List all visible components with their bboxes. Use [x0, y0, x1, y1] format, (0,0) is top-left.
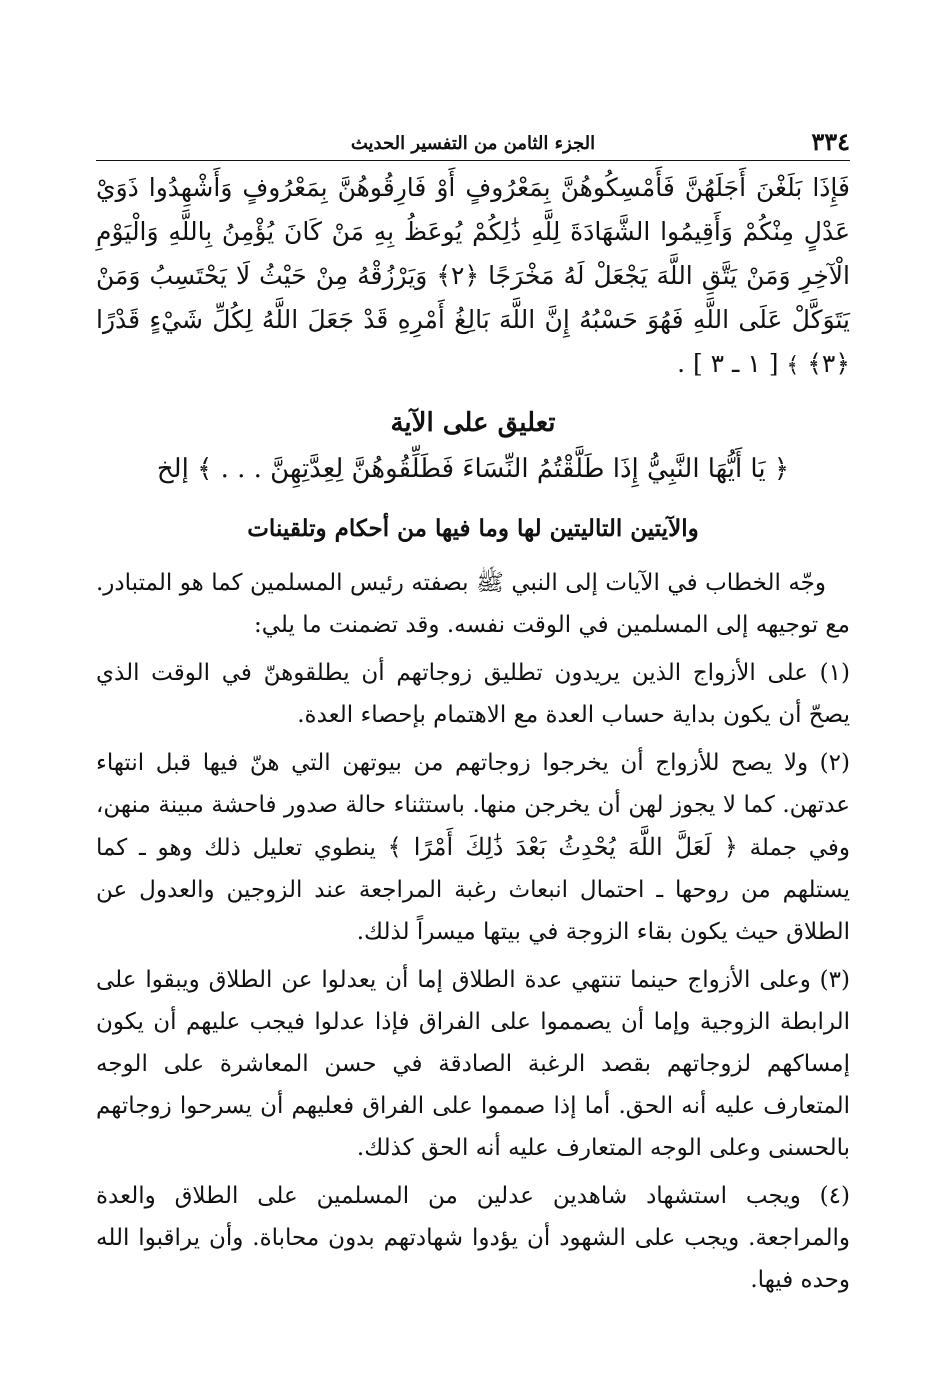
point-3-paragraph: (٣) وعلى الأزواج حينما تنتهي عدة الطلاق إما أن يعدلوا عن الطلاق ويبقوا على الرابطة الزوجية وإما أن يصمموا على الفراق فإذا عدلوا فيجب عليهم أن يكون إمساكهم لزوجاتهم بقصد الرغبة الصادقة في حسن المعاشرة على الوجه المتعارف عليه أنه الحق. أما إذا صمموا على الفراق فعليهم أن يسرحوا زوجاتهم بالحسنى وعلى الوجه المتعارف عليه أنه الحق كذلك.: [96, 967, 850, 1161]
section-subtitle: والآيتين التاليتين لها وما فيها من أحكام وتلقينات: [247, 515, 699, 542]
point-2-paragraph: [96, 742, 850, 953]
page-number: ٣٣٤: [811, 127, 850, 156]
point-4-paragraph: (٤) ويجب استشهاد شاهدين عدلين من المسلمين على الطلاق والعدة والمراجعة. ويجب على الشهود أن يؤدوا شهادتهم بدون محاباة. وأن يراقبوا الله وحده فيها.: [96, 1183, 850, 1293]
verse-quote-heading: ﴿ يَا أَيُّهَا النَّبِيُّ إِذَا طَلَّقْتُمُ النِّسَاءَ فَطَلِّقُوهُنَّ لِعِدَّتِهِنَّ . . . ﴾ إلخ: [156, 454, 790, 484]
point-1-paragraph: (١) على الأزواج الذين يريدون تطليق زوجاتهم أن يطلقوهنّ في الوقت الذي يصحّ أن يكون بداية حساب العدة مع الاهتمام بإحصاء العدة.: [96, 660, 850, 728]
closing-bracket: ﴾: [786, 353, 800, 378]
point-2-text-part1: (٢) ولا يصح للأزواج أن يخرجوا زوجاتهم من بيوتهن التي هنّ فيها قبل انتهاء عدتهن. كما لا يجوز لهن أن يخرجن منها. باستثناء حالة صدور فاحشة مبينة منهن، وفي جملة: [96, 750, 851, 861]
point-2-text-part2: ينطوي تعليل ذلك وهو ـ كما يستلهم من روحها ـ احتمال انبعاث رغبة المراجعة عند الزوجين والعدول عن الطلاق حيث يكون بقاء الزوجة في بيتها ميسراً لذلك.: [96, 835, 850, 945]
verse-reference: [ ١ ـ ٣ ] .: [677, 349, 779, 378]
intro-paragraph: وجّه الخطاب في الآيات إلى النبي ﷺ بصفته رئيس المسلمين كما هو المتبادر. مع توجيهه إلى المسلمين في الوقت نفسه. وقد تضمنت ما يلي:: [96, 570, 850, 638]
section-title: تعليق على الآية: [390, 408, 556, 438]
page-header: [96, 124, 850, 158]
header-divider: [96, 160, 850, 161]
running-title: الجزء الثامن من التفسير الحديث: [350, 133, 596, 154]
verse-text: فَإِذَا بَلَغْنَ أَجَلَهُنَّ فَأَمْسِكُوهُنَّ بِمَعْرُوفٍ أَوْ فَارِقُوهُنَّ بِمَعْرُوفٍ وَأَشْهِدُوا ذَوَيْ عَدْلٍ مِنْكُمْ وَأَقِيمُوا الشَّهَادَةَ لِلَّهِ ذَٰلِكُمْ يُوعَظُ بِهِ مَنْ كَانَ يُؤْمِنُ بِاللَّهِ وَالْيَوْمِ الْآخِرِ وَمَنْ يَتَّقِ اللَّهَ يَجْعَلْ لَهُ مَخْرَجًا ﴿٢﴾ وَيَرْزُقْهُ مِنْ حَيْثُ لَا يَحْتَسِبُ وَمَنْ يَتَوَكَّلْ عَلَى اللَّهِ فَهُوَ حَسْبُهُ إِنَّ اللَّهَ بَالِغُ أَمْرِهِ قَدْ جَعَلَ اللَّهُ لِكُلِّ شَيْءٍ قَدْرًا ﴿٣﴾: [96, 173, 850, 378]
quran-verses: [96, 166, 850, 388]
point-2-verse-quote: ﴿ لَعَلَّ اللَّهَ يُحْدِثُ بَعْدَ ذَٰلِكَ أَمْرًا ﴾: [387, 833, 738, 861]
commentary-body: [96, 562, 850, 1307]
